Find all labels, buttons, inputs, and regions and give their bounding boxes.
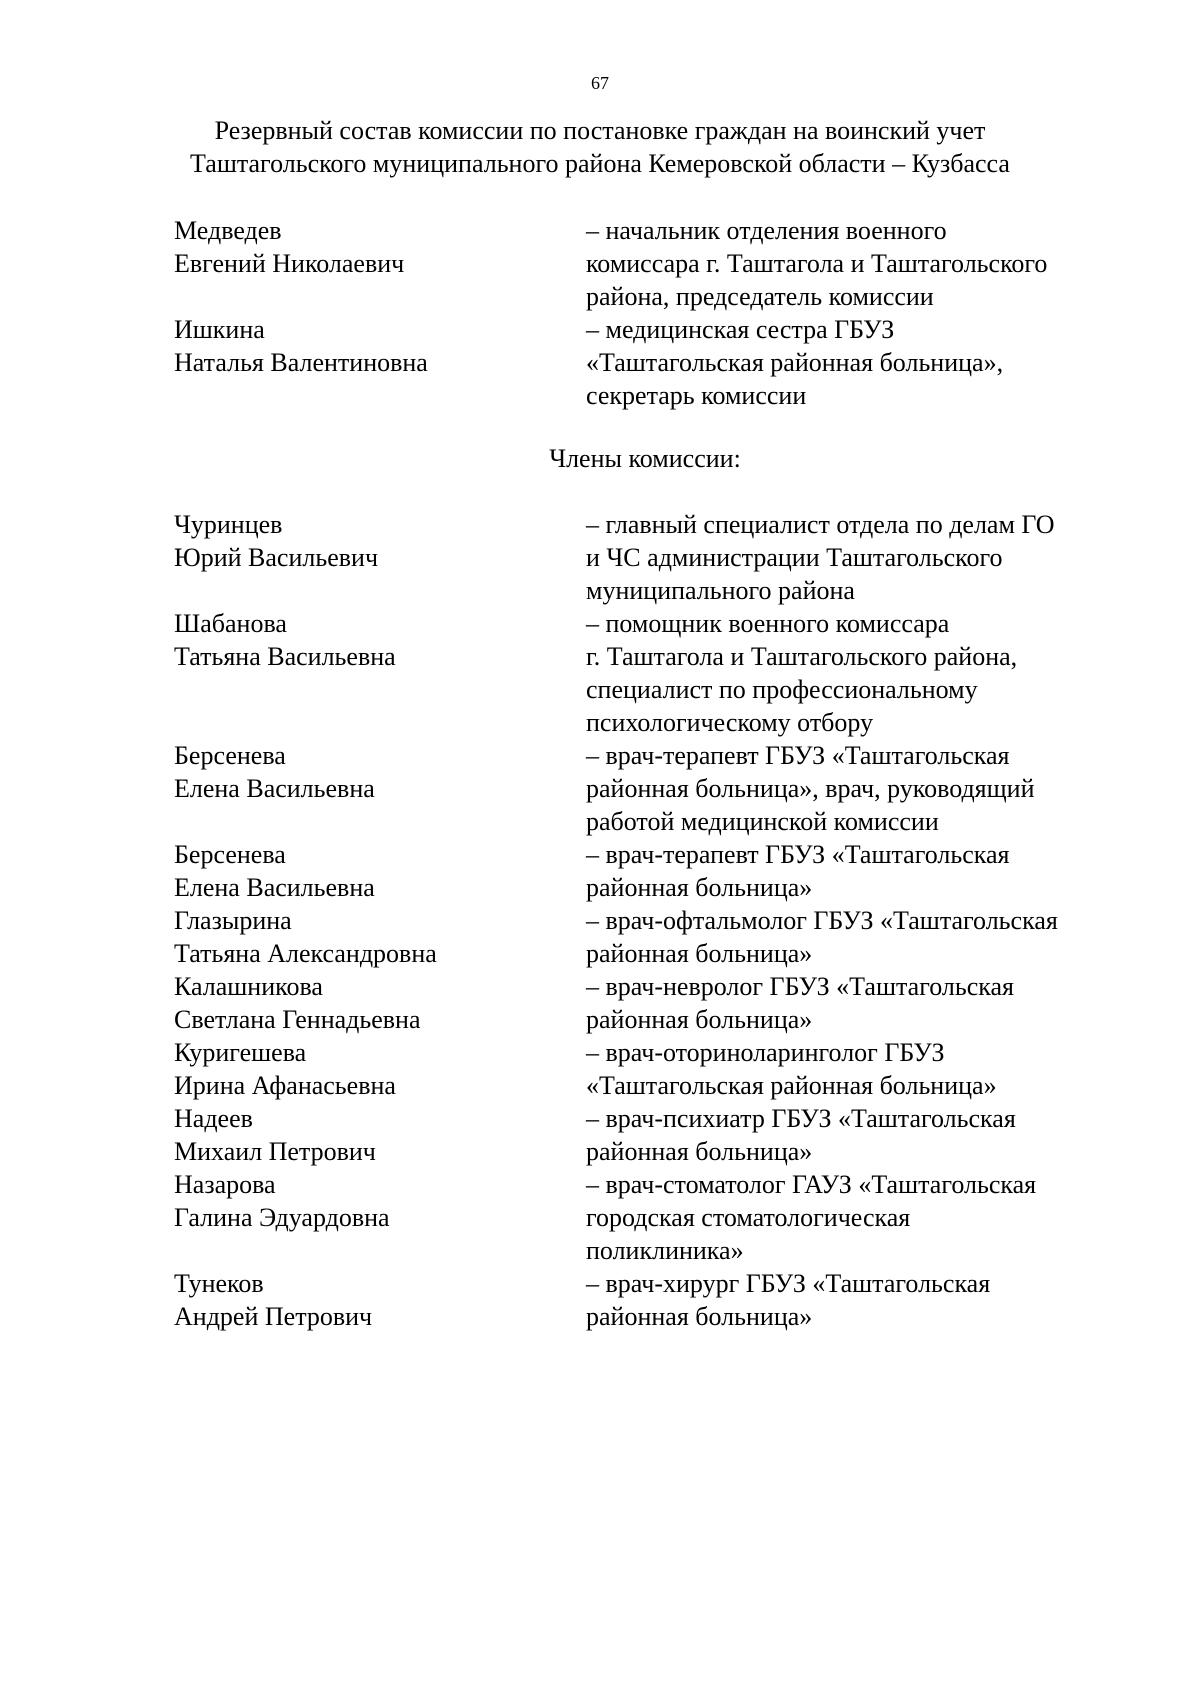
title-line-1: Резервный состав комиссии по постановке граждан на воинский учет — [214, 116, 986, 145]
member-role: – врач-оториноларинголог ГБУЗ «Таштагольская районная больница» — [586, 1038, 997, 1100]
member-name: Куригешева Ирина Афанасьевна — [174, 1038, 396, 1100]
member-name: Глазырина Татьяна Александровна — [174, 906, 437, 968]
list-item — [174, 313, 1114, 412]
member-name: Надеев Михаил Петрович — [174, 1104, 376, 1166]
member-name: Медведев Евгений Николаевич — [174, 216, 405, 278]
list-item — [174, 1267, 1114, 1333]
list-item — [174, 214, 1114, 313]
member-name: Чуринцев Юрий Васильевич — [174, 510, 379, 572]
leadership-list — [174, 214, 1114, 412]
members-heading: Члены комиссии: — [549, 444, 741, 473]
member-role: – врач-хирург ГБУЗ «Таштагольская районная больница» — [586, 1269, 991, 1331]
member-role: – врач-терапевт ГБУЗ «Таштагольская районная больница» — [586, 840, 1010, 902]
document-title — [0, 114, 1200, 180]
member-role: – врач-невролог ГБУЗ «Таштагольская районная больница» — [586, 972, 1014, 1034]
member-name: Назарова Галина Эдуардовна — [174, 1170, 390, 1232]
member-name: Берсенева Елена Васильевна — [174, 840, 375, 902]
member-name: Шабанова Татьяна Васильевна — [174, 609, 396, 671]
list-item — [174, 1168, 1114, 1267]
list-item — [174, 838, 1114, 904]
member-role: – врач-психиатр ГБУЗ «Таштагольская районная больница» — [586, 1104, 1016, 1166]
member-role: – врач-терапевт ГБУЗ «Таштагольская районная больница», врач, руководящий работой медицинской комиссии — [586, 741, 1035, 836]
list-item — [174, 904, 1114, 970]
list-item — [174, 739, 1114, 838]
member-name: Берсенева Елена Васильевна — [174, 741, 375, 803]
member-name: Калашникова Светлана Геннадьевна — [174, 972, 421, 1034]
member-role: – врач-офтальмолог ГБУЗ «Таштагольская районная больница» — [586, 906, 1058, 968]
title-line-2: Таштагольского муниципального района Кемеровской области – Кузбасса — [190, 149, 1010, 178]
list-item — [174, 1102, 1114, 1168]
list-item — [174, 508, 1114, 607]
member-role: – медицинская сестра ГБУЗ «Таштагольская районная больница», секретарь комиссии — [586, 315, 1004, 410]
members-list — [174, 508, 1114, 1333]
page-number: 67 — [591, 73, 609, 93]
member-name: Ишкина Наталья Валентиновна — [174, 315, 428, 377]
member-role: – начальник отделения военного комиссара г. Таштагола и Таштагольского района, председатель комиссии — [586, 216, 1048, 311]
member-name: Тунеков Андрей Петрович — [174, 1269, 373, 1331]
list-item — [174, 970, 1114, 1036]
list-item — [174, 607, 1114, 739]
list-item — [174, 1036, 1114, 1102]
member-role: – врач-стоматолог ГАУЗ «Таштагольская городская стоматологическая поликлиника» — [586, 1170, 1037, 1265]
member-role: – помощник военного комиссара г. Таштагола и Таштагольского района, специалист по профессиональному психологическому отбору — [586, 609, 1018, 737]
member-role: – главный специалист отдела по делам ГО и ЧС администрации Таштагольского муниципального района — [586, 510, 1055, 605]
